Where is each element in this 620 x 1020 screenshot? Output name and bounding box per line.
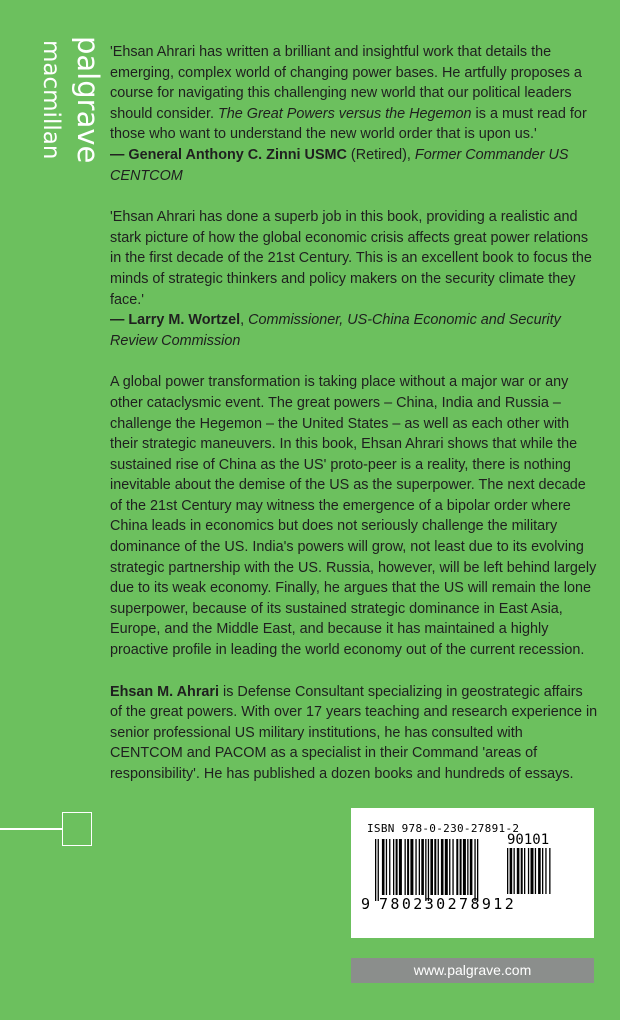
endorsement-2-attribution: — Larry M. Wortzel, Commissioner, US-China Economic and Security Review Commission	[110, 312, 561, 349]
barcode-bar	[396, 839, 398, 895]
barcode-bar	[470, 839, 473, 895]
book-description: A global power transformation is taking place without a major war or any other cataclysmic event. The great powers – China, India and Russia – challenge the Hegemon – the United States – as well as each other with their strategic maneuvers. In this book, Ehsan Ahrari shows that while the sustained rise of China as the US' proto-peer is a reality, there is nothing inevitable about the demise of the US as the superpower. The next decade of the 21st Century may witness the emergence of a bipolar order where China leads in economics but does not seriously challenge the military dominance of the US. India's powers will grow, not least due to its evolving strategic partnership with the US. Russia, however, will be left behind largely due to its weak economy. Finally, he argues that the US will remain the lone superpower, because of its sustained strategic dominance in East Asia, Europe, and the Middle East, and because it has maintained a highly proactive profile in leading the world economy out of the current recession.	[110, 374, 597, 659]
author-bio: Ehsan M. Ahrari is Defense Consultant specializing in geostrategic affairs of the great powers. With over 17 years teaching and research experience in senior professional US military institutions, he has consulted with CENTCOM and PACOM as a specialist in their Command 'areas of responsibility'. He has published a dozen books and hundreds of essays.	[110, 683, 598, 782]
barcode-bar	[386, 839, 387, 895]
barcode-bar	[389, 839, 390, 895]
barcode-bar	[430, 839, 433, 895]
endorser-name: General Anthony C. Zinni USMC	[128, 146, 347, 163]
endorsement-1-attribution: — General Anthony C. Zinni USMC (Retired), Former Commander US CENTCOM	[110, 146, 569, 184]
barcode-bar	[545, 848, 546, 894]
barcode-bar	[517, 848, 520, 894]
barcode-bar	[375, 839, 376, 901]
back-cover-text	[110, 42, 598, 806]
price-code: 90101	[507, 832, 550, 848]
isbn-text: ISBN 978-0-230-27891-2	[367, 822, 520, 835]
barcode-bar	[438, 839, 439, 895]
book-title: The Great Powers versus the Hegemon	[218, 105, 472, 122]
barcode-bar	[467, 839, 468, 895]
barcode-bar	[535, 848, 536, 894]
barcode-bar	[538, 848, 541, 894]
barcode-bar	[407, 839, 409, 895]
barcode-bar	[507, 848, 508, 894]
barcode-bar	[393, 839, 394, 895]
author-name: Ehsan M. Ahrari	[110, 683, 220, 700]
logo-macmillan: macmillan	[38, 40, 64, 160]
barcode-bar	[434, 839, 436, 895]
barcode-bar	[415, 839, 416, 895]
barcode-bar	[428, 839, 429, 901]
barcode-bar	[419, 839, 420, 895]
barcode-bar	[524, 848, 525, 894]
barcode-digits: 780230278912	[379, 895, 517, 913]
barcode-bar	[528, 848, 529, 894]
barcode-bar	[421, 839, 424, 895]
barcode-bar	[460, 839, 462, 895]
decorative-square	[62, 812, 92, 846]
barcode-bar	[542, 848, 543, 894]
barcode-bar	[405, 839, 406, 895]
barcode-bar	[399, 839, 402, 895]
endorser-name: Larry M. Wortzel	[128, 312, 241, 329]
addon-barcode	[507, 848, 567, 898]
barcode-bar	[445, 839, 448, 895]
barcode-bar	[531, 848, 534, 894]
barcode-bar	[456, 839, 458, 895]
barcode-bar	[425, 839, 426, 901]
barcode-bar	[378, 839, 379, 901]
endorser-role: Former Commander US CENTCOM	[110, 146, 569, 184]
barcode-bar	[410, 839, 413, 895]
barcode-bar	[510, 848, 513, 894]
decorative-line	[0, 828, 62, 830]
endorsement-2: 'Ehsan Ahrari has done a superb job in this book, providing a realistic and stark picture of how the global economic crisis affects great power relations in the first decade of the 21st Century. This is an excellent book to focus the minds of strategic thinkers and policy makers on the security climate they face.' — Larry M. Wortzel, Commissioner, US-China Economic and Security Review Commission	[110, 207, 598, 351]
barcode-bar	[382, 839, 385, 895]
endorsement-1: 'Ehsan Ahrari has written a brilliant and insightful work that details the emerging, complex world of changing power bases. He artfully proposes a course for navigating this challenging new world that our political leaders should consider. The Great Powers versus the Hegemon is a must read for those who want to understand the new world order that is upon us.' — General Anthony C. Zinni USMC (Retired), Former Commander US CENTCOM	[110, 42, 598, 186]
publisher-url[interactable]: www.palgrave.com	[351, 958, 594, 983]
barcode-bar	[463, 839, 466, 895]
barcode-bar	[449, 839, 450, 895]
barcode-first-digit: 9	[361, 895, 371, 913]
barcode-bar	[549, 848, 550, 894]
barcode-bar	[521, 848, 523, 894]
logo-palgrave: palgrave	[71, 36, 105, 164]
barcode-panel	[351, 808, 594, 938]
ean-barcode	[375, 839, 497, 901]
endorser-role: Commissioner, US-China Economic and Security Review Commission	[110, 312, 561, 349]
barcode-bar	[452, 839, 453, 895]
barcode-bar	[441, 839, 444, 895]
barcode-bar	[477, 839, 478, 901]
barcode-bar	[474, 839, 475, 901]
barcode-bar	[514, 848, 515, 894]
publisher-logo	[32, 36, 105, 196]
